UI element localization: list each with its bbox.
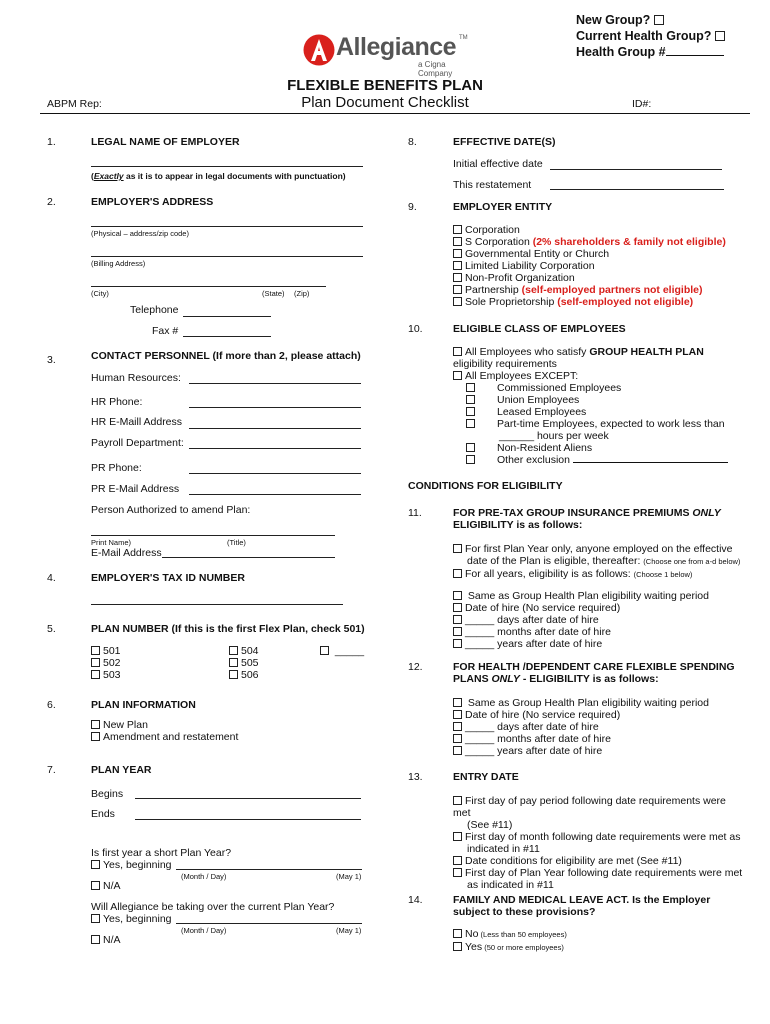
prem-same-ghp-checkbox[interactable] [453, 591, 462, 600]
new-plan-label: New Plan [103, 719, 148, 731]
section-5-title: PLAN NUMBER (If this is the first Flex Plan, check 501) [91, 623, 365, 635]
ends-field[interactable] [135, 819, 361, 820]
section-8-number: 8. [408, 136, 417, 148]
fmla-no-checkbox[interactable] [453, 929, 462, 938]
entity-nonprofit-checkbox[interactable] [453, 273, 462, 282]
plan-501-checkbox[interactable] [91, 646, 100, 655]
entity-partnership: Partnership (self-employed partners not eligible) [453, 284, 726, 296]
short-year-na [91, 880, 121, 892]
current-health-group-checkbox[interactable] [715, 31, 725, 41]
section-14-title: FAMILY AND MEDICAL LEAVE ACT. Is the Employer subject to these provisions? [453, 894, 711, 918]
entity-sole-proprietorship-checkbox[interactable] [453, 297, 462, 306]
short-year-yes-checkbox[interactable] [91, 860, 100, 869]
plan-503-label: 503 [103, 669, 121, 681]
section-12-title: FOR HEALTH /DEPENDENT CARE FLEXIBLE SPENDING PLANS ONLY - ELIGIBILITY is as follows: [453, 661, 735, 685]
fax-label: Fax # [152, 325, 179, 337]
leased-checkbox[interactable] [466, 407, 475, 416]
section-5-number: 5. [47, 623, 56, 635]
section-1-number: 1. [47, 136, 56, 148]
authorized-name-field[interactable] [91, 535, 335, 536]
entry-month-checkbox[interactable] [453, 832, 462, 841]
takeover-na [91, 934, 121, 946]
health-group-number-field[interactable] [666, 55, 724, 56]
conditions-title: CONDITIONS FOR ELIGIBILITY [408, 480, 563, 492]
initial-effective-label: Initial effective date [453, 158, 543, 170]
hr-email-field[interactable] [189, 428, 361, 429]
short-year-na-checkbox[interactable] [91, 881, 100, 890]
header-divider [40, 113, 750, 114]
section-10-number: 10. [408, 323, 423, 335]
hr-phone-field[interactable] [189, 407, 361, 408]
entity-s-corporation-checkbox[interactable] [453, 237, 462, 246]
plan-info-options [91, 719, 238, 743]
new-group-label: New Group? [576, 13, 651, 27]
header-checks [576, 12, 728, 60]
takeover-yes [91, 913, 172, 925]
fmla-options: No (Less than 50 employees) Yes (50 or more employees) [453, 928, 567, 954]
eligible-class-options: All Employees who satisfy GROUP HEALTH PLAN eligibility requirements All Employees EXCEPT: [453, 346, 704, 382]
entity-corporation-checkbox[interactable] [453, 225, 462, 234]
id-label: ID#: [632, 98, 652, 110]
section-6-title: PLAN INFORMATION [91, 699, 196, 711]
tax-id-field[interactable] [91, 604, 343, 605]
plan-502-checkbox[interactable] [91, 658, 100, 667]
hr-phone-label: HR Phone: [91, 396, 143, 408]
entity-s-corporation: S Corporation (2% shareholders & family not eligible) [453, 236, 726, 248]
takeover-na-label: N/A [103, 934, 121, 946]
new-plan-checkbox[interactable] [91, 720, 100, 729]
premium-eligibility-options: For first Plan Year only, anyone employed on the effective date of the Plan is eligible, thereafter: (Choose one from a-d below) For all years, eligibility is as follows: (Choose 1 below) [453, 543, 745, 581]
fsa-months-checkbox[interactable] [453, 734, 462, 743]
prem-doh-checkbox[interactable] [453, 603, 462, 612]
exception-list: Commissioned Employees Union Employees Leased Employees Part-time Employees, expected to work less than ______ hours per week Non-Resident Aliens Other exclusion [466, 382, 756, 466]
telephone-label: Telephone [130, 304, 179, 316]
all-employees-satisfy-checkbox[interactable] [453, 347, 462, 356]
takeover-yes-label: Yes, beginning [103, 913, 172, 925]
entity-nonprofit: Non-Profit Organization [453, 272, 726, 284]
section-9-title: EMPLOYER ENTITY [453, 201, 553, 213]
union-checkbox[interactable] [466, 395, 475, 404]
logo-mark-icon [303, 33, 335, 67]
logo-trademark: TM [459, 35, 468, 41]
plan-505-label: 505 [241, 657, 259, 669]
plan-other-field[interactable]: _____ [334, 645, 365, 657]
pr-phone-label: PR Phone: [91, 462, 142, 474]
city-state-zip-field[interactable] [91, 286, 326, 287]
section-6-number: 6. [47, 699, 56, 711]
section-9-number: 9. [408, 201, 417, 213]
initial-effective-field[interactable] [550, 169, 722, 170]
logo-wordmark: Allegiance [336, 33, 457, 61]
payroll-field[interactable] [189, 448, 361, 449]
entry-plan-year-checkbox[interactable] [453, 868, 462, 877]
all-years-checkbox[interactable] [453, 569, 462, 578]
section-13-number: 13. [408, 771, 423, 783]
page-title: FLEXIBLE BENEFITS PLAN [287, 77, 483, 94]
hr-field[interactable] [189, 383, 361, 384]
prem-days-checkbox[interactable] [453, 615, 462, 624]
billing-address-label: (Billing Address) [91, 259, 146, 268]
current-health-group-label: Current Health Group? [576, 29, 712, 43]
takeover-question: Will Allegiance be taking over the current Plan Year? [91, 901, 335, 913]
entity-llc-checkbox[interactable] [453, 261, 462, 270]
section-10-title: ELIGIBLE CLASS OF EMPLOYEES [453, 323, 626, 335]
takeover-na-checkbox[interactable] [91, 935, 100, 944]
section-2-number: 2. [47, 196, 56, 208]
fsa-doh-checkbox[interactable] [453, 710, 462, 719]
pr-phone-field[interactable] [189, 473, 361, 474]
short-year-na-label: N/A [103, 880, 121, 892]
billing-address-field[interactable] [91, 256, 363, 257]
section-3-number: 3. [47, 354, 56, 366]
first-plan-year-checkbox[interactable] [453, 544, 462, 553]
takeover-date-field[interactable] [176, 923, 362, 924]
section-4-title: EMPLOYER'S TAX ID NUMBER [91, 572, 245, 584]
other-exclusion-field[interactable] [573, 462, 728, 463]
new-group-checkbox[interactable] [654, 15, 664, 25]
payroll-label: Payroll Department: [91, 437, 184, 449]
section-11-title: FOR PRE-TAX GROUP INSURANCE PREMIUMS ONLY ELIGIBILITY is as follows: [453, 507, 721, 531]
email-label: E-Mail Address [91, 547, 162, 559]
all-except-checkbox[interactable] [453, 371, 462, 380]
pr-email-label: PR E-Mail Address [91, 483, 180, 495]
prem-years-checkbox[interactable] [453, 639, 462, 648]
section-4-number: 4. [47, 572, 56, 584]
fmla-yes-checkbox[interactable] [453, 942, 462, 951]
fax-field[interactable] [183, 336, 271, 337]
plan-504-checkbox[interactable] [229, 646, 238, 655]
parttime-checkbox[interactable] [466, 419, 475, 428]
section-8-title: EFFECTIVE DATE(S) [453, 136, 556, 148]
plan-other-checkbox[interactable] [320, 646, 329, 655]
section-3-title: CONTACT PERSONNEL (If more than 2, please attach) [91, 350, 361, 362]
physical-address-field[interactable] [91, 226, 363, 227]
entry-date-options: First day of pay period following date requirements were met (See #11) First day of month following date requirements were met as indicated in #11 Date conditions for eligibility are met (See #11) First day of Plan Year following date requirements were met as indicated in #11 [453, 795, 743, 891]
page-subtitle: Plan Document Checklist [301, 94, 469, 111]
section-7-number: 7. [47, 764, 56, 776]
allegiance-logo [303, 33, 473, 78]
authorized-label: Person Authorized to amend Plan: [91, 504, 251, 516]
entity-options [453, 224, 726, 308]
short-year-yes-label: Yes, beginning [103, 859, 172, 871]
fsa-days-checkbox[interactable] [453, 722, 462, 731]
logo-subtitle: a Cigna Company [418, 60, 453, 78]
pr-email-field[interactable] [189, 494, 361, 495]
takeover-yes-checkbox[interactable] [91, 914, 100, 923]
fsa-waiting-options: Same as Group Health Plan eligibility waiting period Date of hire (No service required) _____ days after date of hire _____ months after date of hire _____ years after date of hire [453, 697, 709, 757]
plan-501-label: 501 [103, 645, 121, 657]
legal-name-note: (Exactly as it is to appear in legal documents with punctuation) [91, 171, 346, 181]
short-year-yes [91, 859, 172, 871]
nonresident-checkbox[interactable] [466, 443, 475, 452]
begins-label: Begins [91, 788, 124, 800]
entity-sole-proprietorship: Sole Proprietorship (self-employed not eligible) [453, 296, 726, 308]
ends-label: Ends [91, 808, 115, 820]
print-name-label: Print Name) [91, 538, 132, 547]
entry-conditions-checkbox[interactable] [453, 856, 462, 865]
health-group-number-label: Health Group # [576, 45, 666, 59]
prem-months-checkbox[interactable] [453, 627, 462, 636]
short-year-may1-label: (May 1) [336, 872, 362, 881]
title-label: (Title) [227, 538, 246, 547]
email-field[interactable] [162, 557, 335, 558]
zip-label: (Zip) [294, 289, 310, 298]
fsa-same-ghp-checkbox[interactable] [453, 698, 462, 707]
state-label: (State) [262, 289, 285, 298]
entity-partnership-checkbox[interactable] [453, 285, 462, 294]
begins-field[interactable] [135, 798, 361, 799]
short-year-question: Is first year a short Plan Year? [91, 847, 232, 859]
telephone-field[interactable] [183, 316, 271, 317]
takeover-may1-label: (May 1) [336, 926, 362, 935]
legal-name-field[interactable] [91, 166, 363, 167]
plan-505-checkbox[interactable] [229, 658, 238, 667]
amendment-checkbox[interactable] [91, 732, 100, 741]
commissioned-checkbox[interactable] [466, 383, 475, 392]
abpm-rep-label: ABPM Rep: [47, 98, 102, 110]
section-2-title: EMPLOYER'S ADDRESS [91, 196, 214, 208]
section-11-number: 11. [408, 507, 422, 519]
plan-506-label: 506 [241, 669, 259, 681]
entity-corporation: Corporation [453, 224, 726, 236]
physical-address-label: (Physical – address/zip code) [91, 229, 189, 238]
plan-503-checkbox[interactable] [91, 670, 100, 679]
amendment-label: Amendment and restatement [103, 731, 239, 743]
hr-label: Human Resources: [91, 372, 181, 384]
entity-government: Governmental Entity or Church [453, 248, 726, 260]
plan-number-options-b [229, 645, 259, 681]
other-exclusion-checkbox[interactable] [466, 455, 475, 464]
entry-pay-period-checkbox[interactable] [453, 796, 462, 805]
hr-email-label: HR E-Maill Address [91, 416, 183, 428]
plan-504-label: 504 [241, 645, 259, 657]
entity-government-checkbox[interactable] [453, 249, 462, 258]
section-14-number: 14. [408, 894, 423, 906]
restatement-label: This restatement [453, 179, 532, 191]
section-1-title: LEGAL NAME OF EMPLOYER [91, 136, 240, 148]
fsa-years-checkbox[interactable] [453, 746, 462, 755]
short-year-date-field[interactable] [176, 869, 362, 870]
entity-llc: Limited Liability Corporation [453, 260, 726, 272]
short-year-month-day-label: (Month / Day) [181, 872, 227, 881]
premium-waiting-options: Same as Group Health Plan eligibility waiting period Date of hire (No service required) _____ days after date of hire _____ months after date of hire _____ years after date of hire [453, 590, 709, 650]
plan-502-label: 502 [103, 657, 121, 669]
section-7-title: PLAN YEAR [91, 764, 152, 776]
plan-other [320, 645, 364, 657]
takeover-month-day-label: (Month / Day) [181, 926, 227, 935]
plan-506-checkbox[interactable] [229, 670, 238, 679]
restatement-field[interactable] [550, 189, 724, 190]
plan-number-options-a [91, 645, 121, 681]
city-label: (City) [91, 289, 109, 298]
section-13-title: ENTRY DATE [453, 771, 519, 783]
section-12-number: 12. [408, 661, 423, 673]
